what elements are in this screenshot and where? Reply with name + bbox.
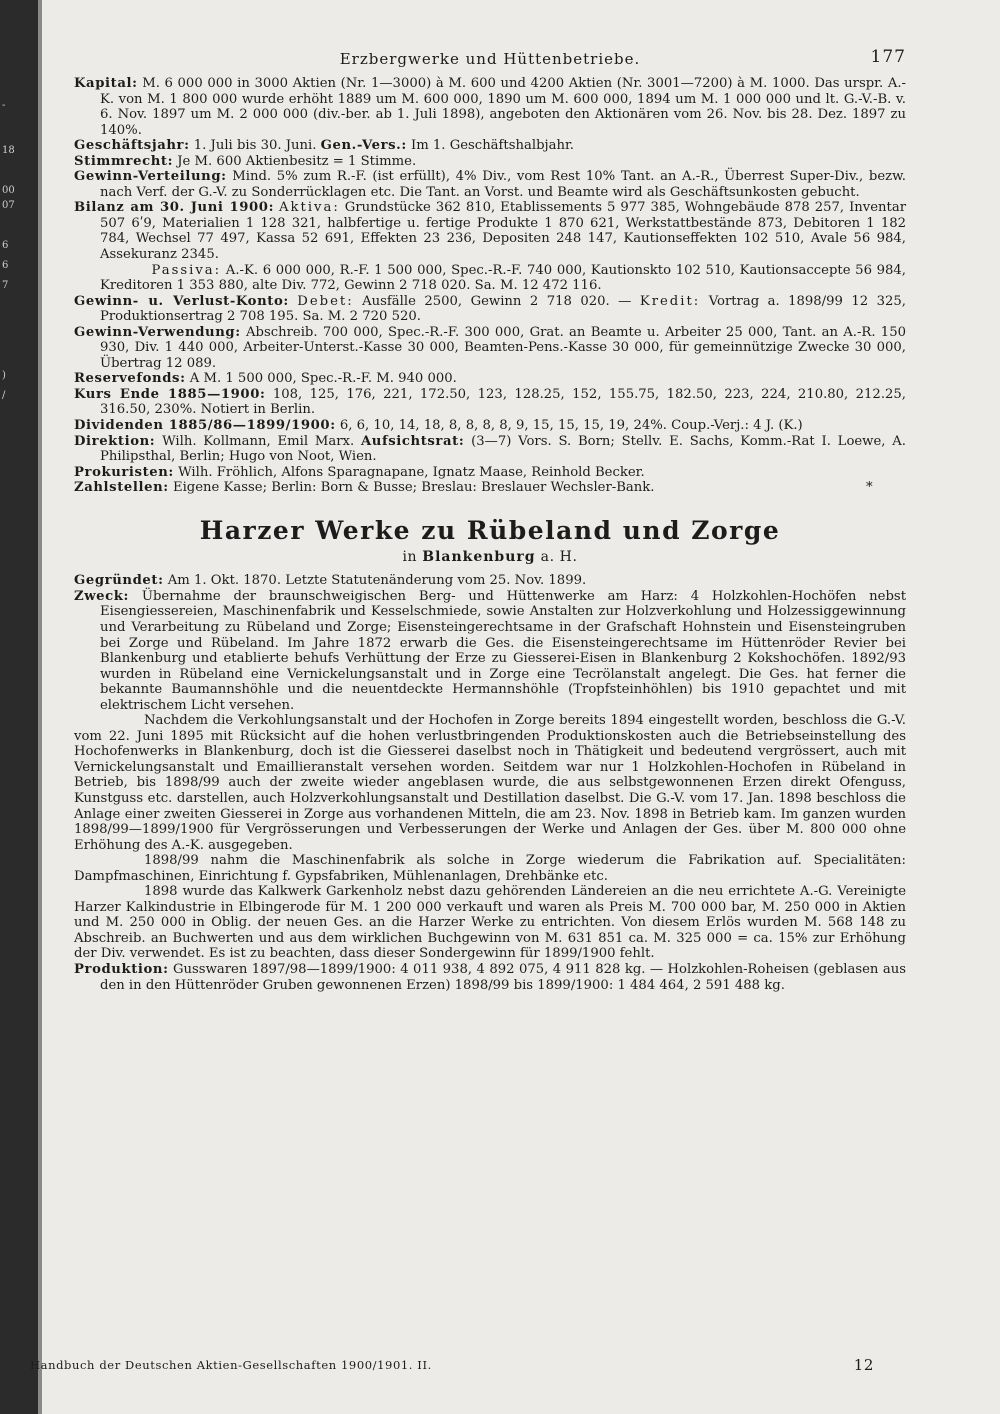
text-stimmrecht: Je M. 600 Aktienbesitz = 1 Stimme. bbox=[177, 153, 417, 169]
text-direktion: Wilh. Kollmann, Emil Marx. bbox=[162, 433, 355, 449]
page-footer bbox=[30, 1358, 960, 1372]
paragraph-kalkwerk: 1898 wurde das Kalkwerk Garkenholz nebst dazu gehörenden Ländereien an die neu errichtete A.-G. Vereinigte Harzer Kalkindustrie in Elbingerode für M. 1 200 000 verkauft und waren als Preis M. 700 000 bar, M. 250 000 in Aktien und M. 250 000 in Oblig. der neuen Ges. an die Harzer Werke zu entrichten. Von diesem Erlös wurden M. 568 148 zu Abschreib. an Buchwerten und aus dem wirklichen Buchgewinn von M. 631 851 ca. M. 325 000 = ca. 15% zur Erhöhung der Div. verwendet. Es ist zu beachten, dass dieser Sondergewinn für 1899/1900 fehlt. bbox=[74, 884, 906, 962]
company-title: Harzer Werke zu Rübeland und Zorge bbox=[199, 515, 781, 545]
entry-gewinn-verlust bbox=[74, 294, 906, 325]
margin-mark: / bbox=[2, 390, 6, 401]
running-head-title: Erzbergwerke und Hüttenbetriebe. bbox=[339, 50, 641, 68]
label-reservefonds: Reservefonds: bbox=[74, 371, 186, 387]
paragraph-specialities: 1898/99 nahm die Maschinenfabrik als solche in Zorge wiederum die Fabrikation auf. Specialitäten: Dampfmaschinen, Einrichtung f. Gypsfabriken, Mühlenanlagen, Drehbänke etc. bbox=[74, 853, 906, 884]
book-binding bbox=[0, 0, 38, 1414]
margin-mark: 07 bbox=[2, 200, 15, 211]
text-aufsichtsrat: (3—7) Vors. S. Born; Stellv. E. Sachs, Komm.-Rat I. Loewe, A. Philipsthal, Berlin; Hugo von Noot, Wien. bbox=[100, 433, 906, 465]
entry-prokuristen bbox=[74, 465, 906, 481]
entry-gewinn-verteilung bbox=[74, 169, 906, 200]
margin-mark: 7 bbox=[2, 280, 9, 291]
text-gegruendet: Am 1. Okt. 1870. Letzte Statutenänderung vom 25. Nov. 1899. bbox=[167, 573, 587, 589]
running-head bbox=[74, 46, 906, 76]
text-aktiva: Grundstücke 362 810, Etablissements 5 977 385, Wohngebäude 878 257, Inventar 507 6ʹ9, Materialien 1 128 321, halbfertige u. fertige Produkte 1 870 621, Werkstattbestände 873, Debitoren 1 182 784, Wechsel 77 497, Kassa 52 691, Effekten 23 236, Depositen 248 147, Kautionseffekten 102 510, Avale 56 984, Assekuranz 2345. bbox=[100, 200, 906, 263]
text-kurs: 108, 125, 176, 221, 172.50, 123, 128.25, 152, 155.75, 182.50, 223, 224, 210.80, 212.25, 316.50, 230%. Notiert in Berlin. bbox=[100, 386, 906, 418]
text-gen-vers: Im 1. Geschäftshalbjahr. bbox=[411, 138, 574, 154]
label-gewinn-verteilung: Gewinn-Verteilung: bbox=[74, 169, 227, 185]
label-aktiva: Aktiva: bbox=[279, 200, 340, 216]
label-kapital: Kapital: bbox=[74, 76, 138, 91]
entry-direktion bbox=[74, 434, 906, 465]
entry-stimmrecht bbox=[74, 154, 906, 170]
label-dividenden: Dividenden 1885/86—1899/1900: bbox=[74, 418, 336, 434]
entry-geschaeftsjahr bbox=[74, 138, 906, 154]
label-produktion: Produktion: bbox=[74, 961, 169, 977]
company-location bbox=[74, 550, 906, 566]
margin-mark: 6 bbox=[2, 260, 9, 271]
footer-sheet-number: 12 bbox=[853, 1356, 874, 1374]
text-passiva: A.-K. 6 000 000, R.-F. 1 500 000, Spec.-R.-F. 740 000, Kautionskto 102 510, Kautionsaccepte 56 984, Kreditoren 1 353 880, alte Div. 772, Gewinn 2 718 020. Sa. M. 12 472 116. bbox=[100, 262, 906, 294]
label-gewinn-verwendung: Gewinn-Verwendung: bbox=[74, 324, 241, 340]
margin-mark: 6 bbox=[2, 240, 9, 251]
text-debet: Ausfälle 2500, Gewinn 2 718 020. — bbox=[362, 293, 632, 309]
margin-mark: 18 bbox=[2, 145, 15, 156]
margin-mark: - bbox=[2, 100, 6, 111]
entry-produktion bbox=[74, 962, 906, 993]
label-zweck: Zweck: bbox=[74, 588, 130, 604]
margin-mark: ) bbox=[2, 370, 6, 381]
paragraph-history: Nachdem die Verkohlungsanstalt und der Hochofen in Zorge bereits 1894 eingestellt worden, beschloss die G.-V. vom 22. Juni 1895 mit Rücksicht auf die hohen verlustbringenden Produktionskosten auch die Betriebseinstellung des Hochofenwerks in Blankenburg, doch ist die Giesserei daselbst noch in Thätigkeit und bedeutend vergrössert, auch mit Vernickelungsanstalt und Emaillieranstalt versehen worden. Seitdem war nur 1 Holzkohlen-Hochofen in Rübeland in Betrieb, bis 1898/99 auch der zweite wieder angeblasen wurde, die aus selbstgewonnenen Erzen direkt Ofenguss, Kunstguss etc. darstellen, auch Holzverkohlungsanstalt und Destillation daselbst. Die G.-V. vom 17. Jan. 1898 beschloss die Anlage einer zweiten Giesserei in Zorge aus vorhandenen Mitteln, die am 23. Nov. 1898 in Betrieb kam. Im ganzen wurden 1898/99—1899/1900 für Vergrösserungen und Verbesserungen der Werke und Anlagen der Ges. über M. 800 000 ohne Erhöhung des A.-K. ausgegeben. bbox=[74, 713, 906, 853]
label-debet: Debet: bbox=[297, 293, 354, 309]
entry-dividenden bbox=[74, 418, 906, 434]
label-gen-vers: Gen.-Vers.: bbox=[320, 138, 407, 154]
label-direktion: Direktion: bbox=[74, 433, 156, 449]
label-stimmrecht: Stimmrecht: bbox=[74, 153, 174, 169]
entry-zahlstellen: * Zahlstellen: Eigene Kasse; Berlin: Born & Busse; Breslau: Breslauer Wechsler-Bank. bbox=[74, 480, 873, 496]
page-content bbox=[74, 46, 906, 993]
label-zahlstellen: Zahlstellen: bbox=[74, 480, 169, 496]
text-produktion: Gusswaren 1897/98—1899/1900: 4 011 938, 4 892 075, 4 911 828 kg. — Holzkohlen-Roheisen (geblasen aus den in den Hüttenröder Gruben gewonnenen Erzen) 1898/99 bis 1899/1900: 1 484 464, 2 591 488 kg. bbox=[100, 961, 906, 993]
entry-kapital bbox=[74, 76, 906, 138]
location-prefix: in bbox=[402, 548, 418, 565]
text-prokuristen: Wilh. Fröhlich, Alfons Sparagnapane, Ignatz Maase, Reinhold Becker. bbox=[178, 464, 645, 480]
label-geschaeftsjahr: Geschäftsjahr: bbox=[74, 138, 190, 154]
text-dividenden: 6, 6, 10, 14, 18, 8, 8, 8, 8, 9, 15, 15, 15, 19, 24%. Coup.-Verj.: 4 J. (K.) bbox=[339, 418, 803, 434]
label-kredit: Kredit: bbox=[639, 293, 701, 309]
margin-mark: 00 bbox=[2, 185, 15, 196]
text-zweck: Übernahme der braunschweigischen Berg- und Hüttenwerke am Harz: 4 Holzkohlen-Hochöfen nebst Eisengiessereien, Maschinenfabrik und Kesselschmiede, sowie Anstalten zur Holzverkohlung und Holzessiggewinnung und Verarbeitung zu Rübeland und Zorge; Eisensteingerechtsame in der Grafschaft Hohnstein und Eisensteingruben bei Zorge und Rübeland. Im Jahre 1872 erwarb die Ges. die Eisensteingerechtsame im Hüttenröder Revier bei Blankenburg und etablierte behufs Verhüttung der Erze zu Giesserei-Eisen in Blankenburg 2 Kokshochöfen. 1892/93 wurden in Rübeland eine Vernickelungsanstalt und in Zorge eine Tecrölanstalt angelegt. Die Ges. hat ferner die bekannte Baumannshöhle und die neuentdeckte Hermannshöhle (Tropfsteinhöhlen) bis 1910 gepachtet und mit elektrischem Licht versehen. bbox=[100, 588, 906, 713]
label-gewinn-verlust: Gewinn- u. Verlust-Konto: bbox=[74, 293, 289, 309]
location-city: Blankenburg bbox=[422, 548, 536, 565]
label-kurs: Kurs Ende 1885—1900: bbox=[74, 386, 266, 402]
text-reservefonds: A M. 1 500 000, Spec.-R.-F. M. 940 000. bbox=[189, 371, 457, 387]
entry-zweck bbox=[74, 589, 906, 713]
label-prokuristen: Prokuristen: bbox=[74, 464, 174, 480]
entry-reservefonds bbox=[74, 371, 906, 387]
text-gewinn-verwendung: Abschreib. 700 000, Spec.-R.-F. 300 000, Grat. an Beamte u. Arbeiter 25 000, Tant. an A.-R. 150 930, Div. 1 440 000, Arbeiter-Unterst.-Kasse 30 000, Beamten-Pens.-Kasse 30 000, für gemeinnützige Zwecke 30 000, Übertrag 12 089. bbox=[100, 324, 906, 371]
entry-bilanz bbox=[74, 200, 906, 293]
footer-source: Handbuch der Deutschen Aktien-Gesellschaften 1900/1901. II. bbox=[30, 1358, 432, 1372]
text-zahlstellen: Eigene Kasse; Berlin: Born & Busse; Breslau: Breslauer Wechsler-Bank. bbox=[172, 480, 655, 496]
text-kredit: Vortrag a. 1898/99 12 325, Produktionsertrag 2 708 195. Sa. M. 2 720 520. bbox=[100, 293, 906, 325]
label-passiva: Passiva: bbox=[151, 262, 222, 278]
label-bilanz: Bilanz am 30. Juni 1900: bbox=[74, 200, 275, 216]
text-geschaeftsjahr: 1. Juli bis 30. Juni. bbox=[193, 138, 317, 154]
label-aufsichtsrat: Aufsichtsrat: bbox=[360, 433, 465, 449]
entry-gegruendet bbox=[74, 573, 906, 589]
text-gewinn-verteilung: Mind. 5% zum R.-F. (ist erfüllt), 4% Div., vom Rest 10% Tant. an A.-R., Überrest Super-Div., bezw. nach Verf. der G.-V. zu Sonderrücklagen etc. Die Tant. an Vorst. und Beamte wird als Geschäftsunkosten gebucht. bbox=[100, 169, 906, 200]
label-gegruendet: Gegründet: bbox=[74, 573, 164, 589]
text-kapital: M. 6 000 000 in 3000 Aktien (Nr. 1—3000) à M. 600 und 4200 Aktien (Nr. 3001—7200) à M. 1000. Das urspr. A.-K. von M. 1 800 000 wurde erhöht 1889 um M. 600 000, 1890 um M. 600 000, 1894 um M. 1 000 000 und lt. G.-V.-B. v. 6. Nov. 1897 um M. 2 000 000 (div.-ber. ab 1. Juli 1898), angeboten den Aktionären vom 26. Nov. bis 28. Dez. 1897 zu 140%. bbox=[100, 76, 907, 138]
location-suffix: a. H. bbox=[540, 548, 578, 565]
entry-kurs bbox=[74, 387, 906, 418]
entry-gewinn-verwendung bbox=[74, 325, 906, 372]
binding-edge bbox=[38, 0, 42, 1414]
page-number: 177 bbox=[870, 47, 906, 67]
